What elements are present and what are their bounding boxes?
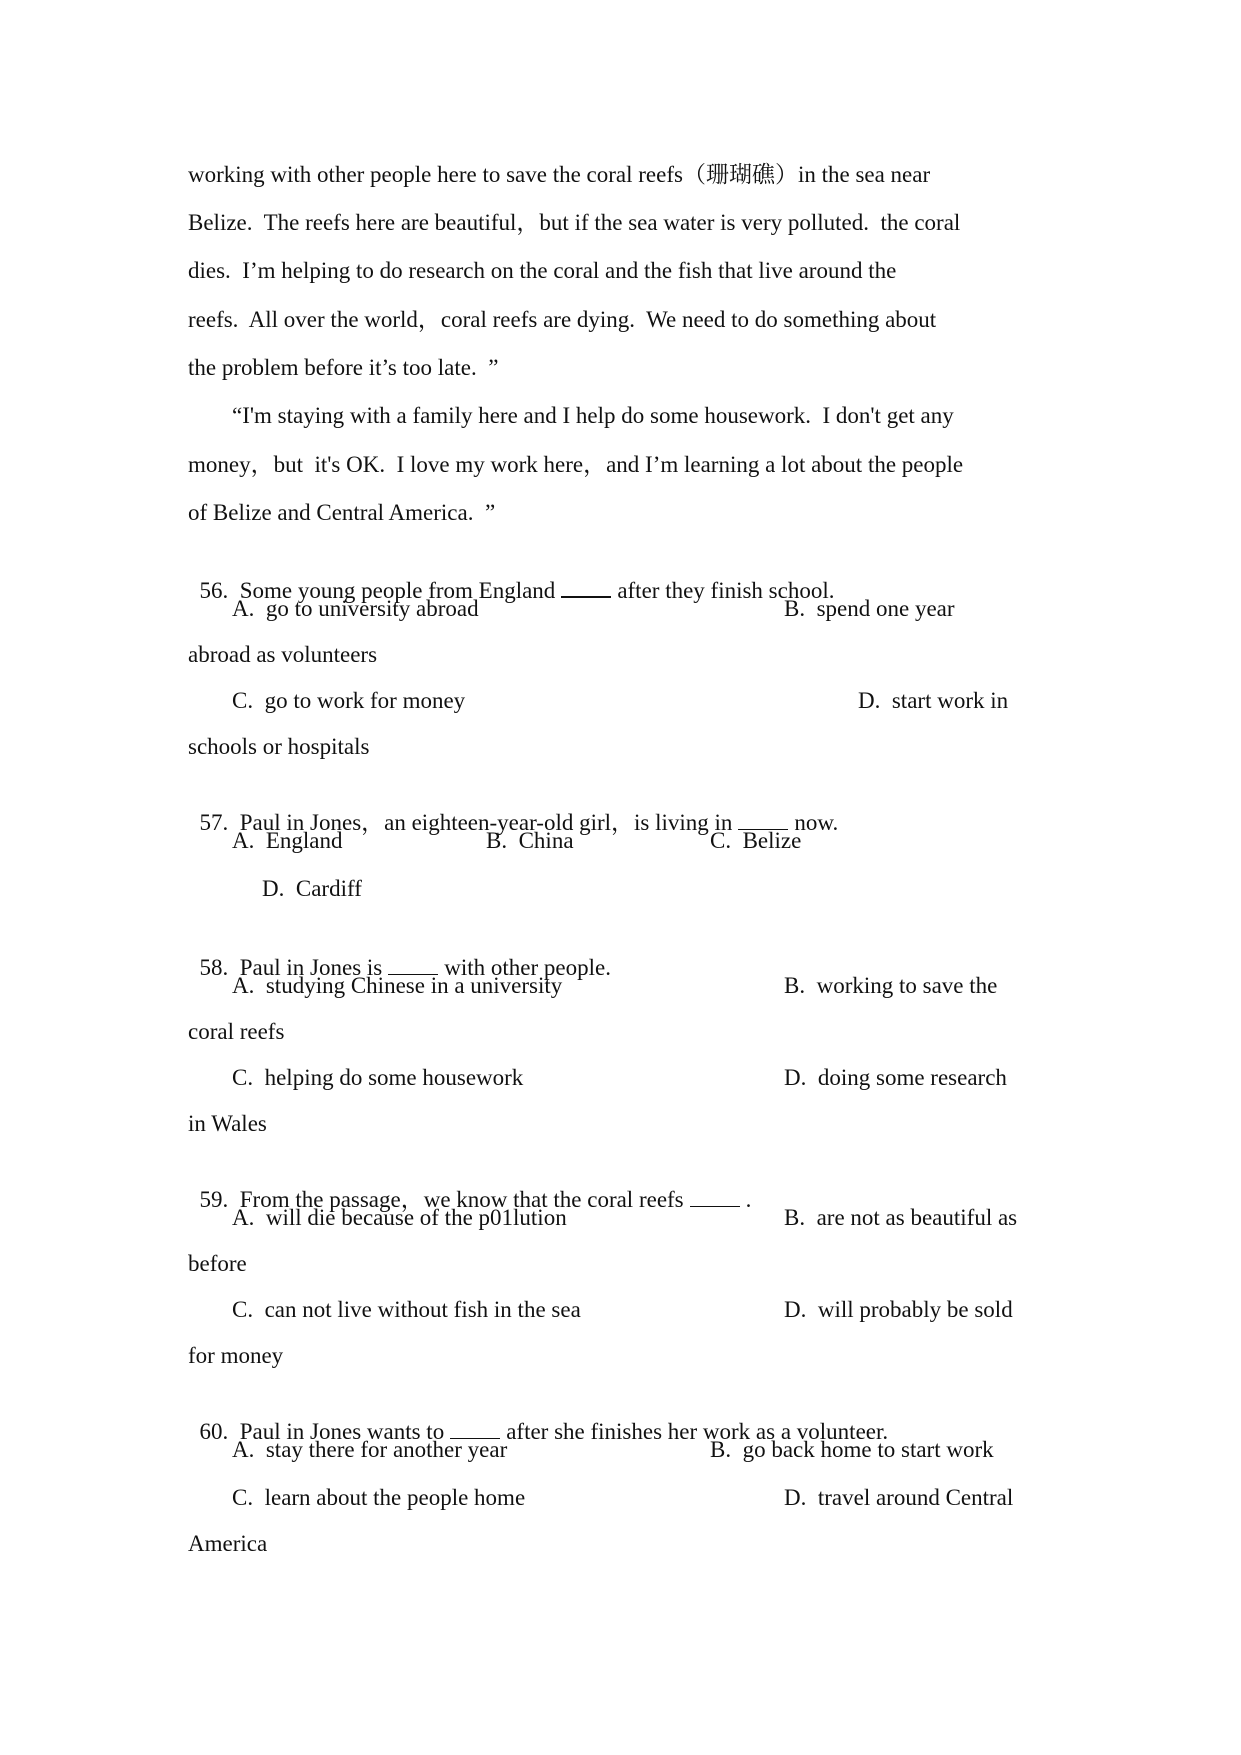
option-a: A. will die because of the p01lution [232, 1205, 567, 1230]
option-c: C. helping do some housework [232, 1065, 524, 1090]
stem-text: with other people. [444, 955, 611, 980]
passage-line: working with other people here to save the coral reefs（珊瑚礁）in the sea near [188, 162, 931, 187]
option-d: D. travel around Central [784, 1485, 1014, 1510]
answer-blank [561, 576, 611, 598]
stem-text: 60. Paul in Jones wants to [199, 1419, 445, 1444]
passage-line: money，but it's OK. I love my work here，and I’m learning a lot about the people [188, 452, 964, 477]
option-b-continued: before [188, 1251, 247, 1276]
option-b: B. are not as beautiful as [784, 1205, 1018, 1230]
option-c: C. Belize [710, 828, 802, 853]
answer-blank [690, 1186, 740, 1207]
passage-line: “I'm staying with a family here and I help do some housework. I don't get any [232, 403, 954, 428]
stem-text: 57. Paul in Jones，an eighteen-year-old girl，is living in [199, 810, 733, 835]
passage-line: Belize. The reefs here are beautiful，but if the sea water is very polluted. the coral [188, 210, 961, 235]
stem-text: after she finishes her work as a volunteer. [506, 1419, 889, 1444]
option-a: A. go to university abroad [232, 596, 479, 621]
stem-text: now. [794, 810, 839, 835]
option-d: D. doing some research [784, 1065, 1007, 1090]
option-d: D. Cardiff [262, 876, 362, 901]
option-b: B. go back home to start work [710, 1437, 994, 1462]
option-c: C. can not live without fish in the sea [232, 1297, 581, 1322]
option-c: C. learn about the people home [232, 1485, 526, 1510]
option-b: B. spend one year [784, 596, 955, 621]
passage-line: of Belize and Central America. ” [188, 500, 496, 525]
option-d-continued: in Wales [188, 1111, 267, 1136]
option-b-continued: abroad as volunteers [188, 642, 378, 667]
option-b: B. China [486, 828, 574, 853]
passage-line: dies. I’m helping to do research on the coral and the fish that live around the [188, 258, 897, 283]
option-a: A. stay there for another year [232, 1437, 508, 1462]
option-d: D. start work in [858, 688, 1009, 713]
option-c: C. go to work for money [232, 688, 466, 713]
option-b: B. working to save the [784, 973, 998, 998]
option-d-continued: America [188, 1531, 268, 1556]
option-a: A. England [232, 828, 343, 853]
stem-text: 59. From the passage，we know that the coral reefs [199, 1187, 684, 1212]
stem-text: . [745, 1187, 752, 1212]
option-d-continued: schools or hospitals [188, 734, 370, 759]
stem-text: 56. Some young people from England [199, 578, 556, 603]
stem-text: 58. Paul in Jones is [199, 955, 383, 980]
option-a: A. studying Chinese in a university [232, 973, 563, 998]
option-d: D. will probably be sold [784, 1297, 1013, 1322]
passage-line: reefs. All over the world，coral reefs are dying. We need to do something about [188, 307, 937, 332]
passage-line: the problem before it’s too late. ” [188, 355, 499, 380]
option-b-continued: coral reefs [188, 1019, 285, 1044]
stem-text: after they finish school. [617, 578, 835, 603]
option-d-continued: for money [188, 1343, 284, 1368]
